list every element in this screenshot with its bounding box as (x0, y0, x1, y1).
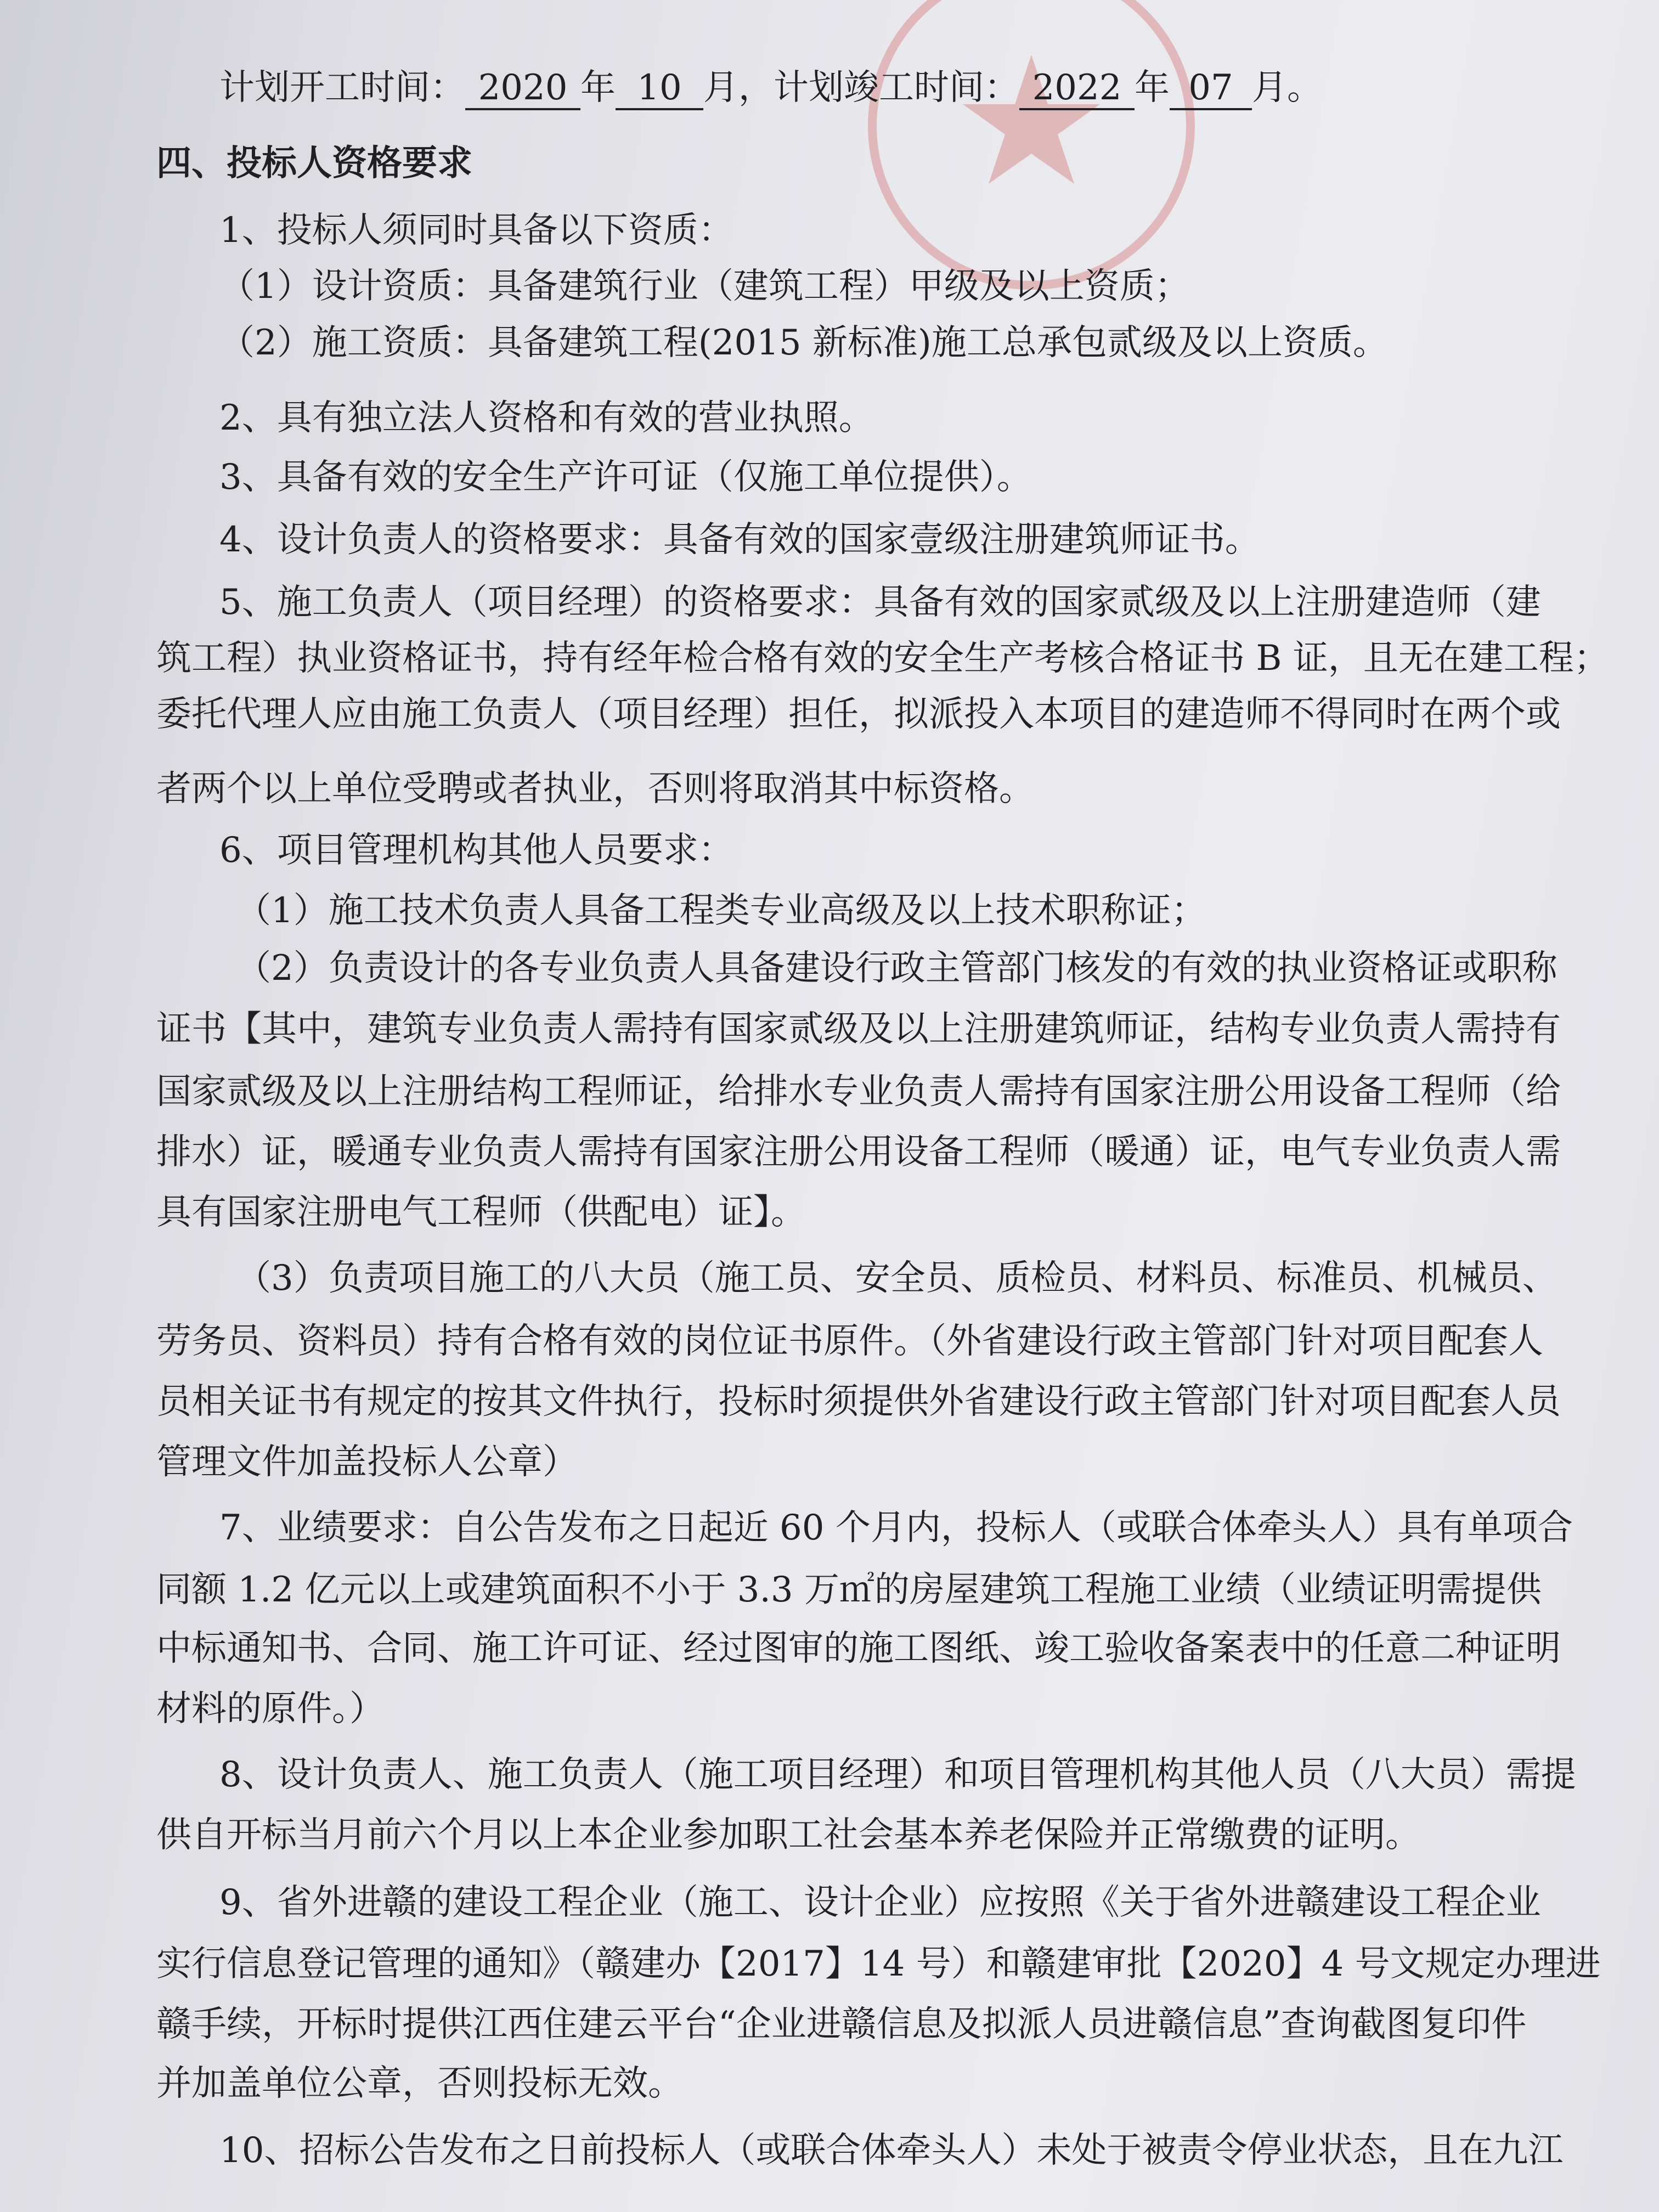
paragraph-line: 具有国家注册电气工程师（供配电）证】。 (156, 1192, 806, 1233)
paragraph-line: 员相关证书有规定的按其文件执行，投标时须提供外省建设行政主管部门针对项目配套人员 (156, 1381, 1561, 1422)
paragraph-line: 5、施工负责人（项目经理）的资格要求：具备有效的国家贰级及以上注册建造师（建 (219, 582, 1541, 623)
paragraph-line: 4、设计负责人的资格要求：具备有效的国家壹级注册建筑师证书。 (219, 520, 1260, 560)
end-year-value: 2022 (1019, 67, 1135, 110)
paragraph-line: 9、省外进赣的建设工程企业（施工、设计企业）应按照《关于省外进赣建设工程企业 (219, 1882, 1541, 1923)
paragraph-line: 赣手续，开标时提供江西住建云平台“企业进赣信息及拟派人员进赣信息”查询截图复印件 (156, 2004, 1527, 2045)
paragraph-line: 3、具备有效的安全生产许可证（仅施工单位提供）。 (219, 457, 1032, 498)
month-char-end: 月。 (1252, 67, 1322, 108)
section-title: 四、投标人资格要求 (156, 143, 472, 184)
paragraph-line: （1）施工技术负责人具备工程类专业高级及以上技术职称证； (236, 890, 1206, 931)
paragraph-line: 证书【其中，建筑专业负责人需持有国家贰级及以上注册建筑师证，结构专业负责人需持有 (156, 1009, 1561, 1049)
paragraph-line: 实行信息登记管理的通知》（赣建办【2017】14 号）和赣建审批【2020】4 号文规定办理进 (156, 1944, 1601, 1984)
paragraph-line: 2、具有独立法人资格和有效的营业执照。 (219, 398, 874, 438)
paragraph-line: 8、设计负责人、施工负责人（施工项目经理）和项目管理机构其他人员（八大员）需提 (219, 1754, 1576, 1795)
start-year-value: 2020 (465, 67, 580, 110)
paragraph-line: 同额 1.2 亿元以上或建筑面积不小于 3.3 万㎡的房屋建筑工程施工业绩（业绩证明需提供 (156, 1570, 1542, 1610)
official-seal-stamp (856, 0, 1207, 302)
paragraph-line: 供自开标当月前六个月以上本企业参加职工社会基本养老保险并正常缴费的证明。 (156, 1815, 1420, 1855)
year-char-2: 年 (1135, 67, 1170, 108)
paragraph-line: （1）设计资质：具备建筑行业（建筑工程）甲级及以上资质； (219, 266, 1190, 307)
month-char: 月， (703, 67, 774, 108)
paragraph-line: 中标通知书、合同、施工许可证、经过图审的施工图纸、竣工验收备案表中的任意二种证明 (156, 1628, 1561, 1669)
paragraph-line: 管理文件加盖投标人公章） (156, 1442, 578, 1482)
paragraph-line: 国家贰级及以上注册结构工程师证，给排水专业负责人需持有国家注册公用设备工程师（给 (156, 1071, 1561, 1112)
paragraph-line: （2）施工资质：具备建筑工程(2015 新标准)施工总承包贰级及以上资质。 (219, 323, 1388, 363)
paragraph-line: 并加盖单位公章，否则投标无效。 (156, 2063, 683, 2104)
paragraph-line: 者两个以上单位受聘或者执业，否则将取消其中标资格。 (156, 769, 1034, 809)
start-time-label: 计划开工时间： (219, 67, 465, 108)
paragraph-line: 材料的原件。） (156, 1689, 385, 1729)
paragraph-line: 排水）证，暖通专业负责人需持有国家注册公用设备工程师（暖通）证，电气专业负责人需 (156, 1132, 1561, 1172)
start-month-value: 10 (616, 67, 703, 110)
end-time-label: 计划竣工时间： (774, 67, 1019, 108)
paragraph-line: （3）负责项目施工的八大员（施工员、安全员、质检员、材料员、标准员、机械员、 (236, 1258, 1558, 1299)
paragraph-line: 委托代理人应由施工负责人（项目经理）担任，拟派投入本项目的建造师不得同时在两个或 (156, 694, 1561, 735)
paragraph-line: 劳务员、资料员）持有合格有效的岗位证书原件。（外省建设行政主管部门针对项目配套人 (156, 1321, 1543, 1362)
paragraph-line: 10、招标公告发布之日前投标人（或联合体牵头人）未处于被责令停业状态，且在九江 (219, 2130, 1564, 2171)
paragraph-line: 6、项目管理机构其他人员要求： (219, 830, 733, 871)
paragraph-line: 筑工程）执业资格证书，持有经年检合格有效的安全生产考核合格证书 B 证，且无在建工程； (156, 638, 1609, 679)
end-month-value: 07 (1170, 67, 1252, 110)
paragraph-line: 1、投标人须同时具备以下资质： (219, 210, 733, 251)
year-char: 年 (580, 67, 616, 108)
paragraph-line: 7、业绩要求：自公告发布之日起近 60 个月内，投标人（或联合体牵头人）具有单项合 (219, 1508, 1573, 1548)
schedule-line (219, 66, 1322, 110)
paragraph-line: （2）负责设计的各专业负责人具备建设行政主管部门核发的有效的执业资格证或职称 (236, 948, 1558, 989)
